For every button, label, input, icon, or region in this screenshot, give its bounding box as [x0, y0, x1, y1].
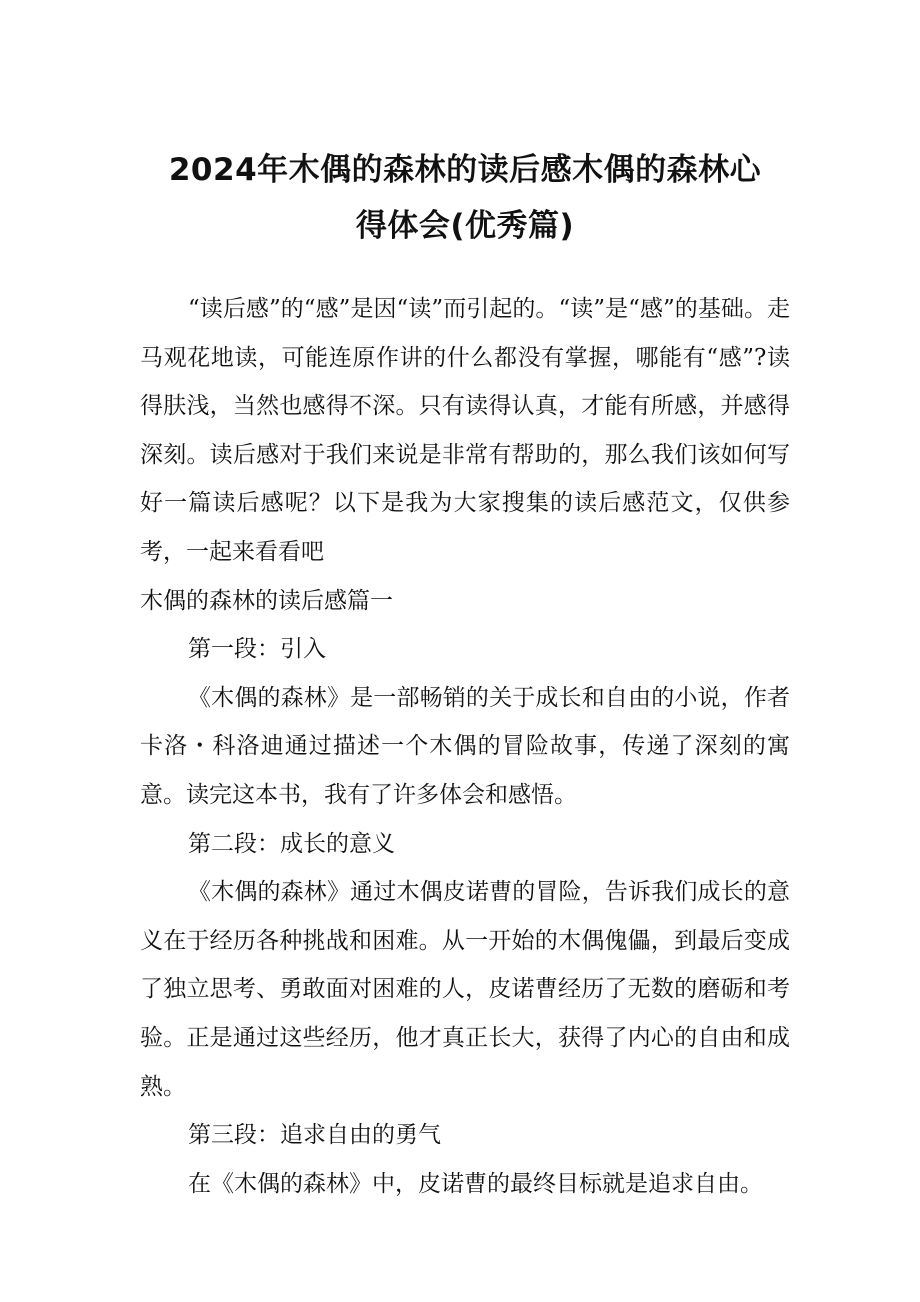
document-body [140, 285, 790, 1208]
section-3-paragraph: 在《木偶的森林》中，皮诺曹的最终目标就是追求自由。 [188, 1170, 763, 1197]
section-2-paragraph: 《木偶的森林》通过木偶皮诺曹的冒险，告诉我们成长的意义在于经历各种挑战和困难。从一开始的木偶傀儡，到最后变成了独立思考、勇敢面对困难的人，皮诺曹经历了无数的磨砺和考验。正是通过这些经历，他才真正长大，获得了内心的自由和成熟。 [140, 879, 790, 1100]
section-2-heading: 第二段：成长的意义 [188, 830, 395, 857]
section-3-heading: 第三段：追求自由的勇气 [188, 1122, 441, 1149]
document-page [140, 0, 790, 1197]
section-1-paragraph: 《木偶的森林》是一部畅销的关于成长和自由的小说，作者卡洛・科洛迪通过描述一个木偶的冒险故事，传递了深刻的寓意。读完这本书，我有了许多体会和感悟。 [140, 684, 790, 808]
title-line-1: 2024年木偶的森林的读后感木偶的森林心 [168, 152, 762, 188]
title-line-2: 得体会(优秀篇) [355, 208, 575, 244]
section-1-heading: 第一段：引入 [188, 636, 326, 663]
article-heading: 木偶的森林的读后感篇一 [140, 587, 393, 614]
document-title [140, 0, 790, 254]
intro-paragraph: “读后感”的“感”是因“读”而引起的。“读”是“感”的基础。走马观花地读，可能连原作讲的什么都没有掌握，哪能有“感”?读得肤浅，当然也感得不深。只有读得认真，才能有所感，并感得深刻。读后感对于我们来说是非常有帮助的，那么我们该如何写好一篇读后感呢？以下是我为大家搜集的读后感范文，仅供参考，一起来看看吧 [140, 296, 790, 565]
